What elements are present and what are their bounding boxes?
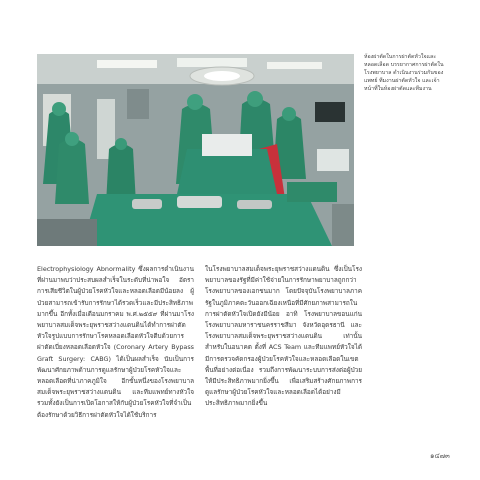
photo-caption: ห้องผ่าตัดในการผ่าตัดหัวใจและหลอดเลือด บรรยากาศการผ่าตัดในโรงพยาบาล ดำเนินงานร่วมกันของแพทย์ ทีมงานผ่าตัดหัวใจ และเจ้าหน้าที่ในห้องผ่าตัดและทีมงาน [364,54,444,92]
article-right-column: ในโรงพยาบาลสมเด็จพระยุพราชสว่างแดนดิน ซึ่งเป็นโรงพยาบาลของรัฐที่มีค่าใช้จ่ายในการรักษาพยาบาลถูกกว่าโรงพยาบาลของเอกชนมาก โดยปัจจุบันโรงพยาบาลภาครัฐในภูมิภาคตะวันออกเฉียงเหนือที่มีศักยภาพสามารถในการผ่าตัดหัวใจเปิดยังมีน้อย อาทิ โรงพยาบาลขอนแก่น โรงพยาบาลมหาราชนครราชสีมา จังหวัดอุดรธานี และโรงพยาบาลสมเด็จพระยุพราชสว่างแดนดิน เท่านั้น สำหรับในอนาคต ตั้งที่ ACS Team และทีมแพทย์หัวใจได้มีการตรวจคัดกรองผู้ป่วยโรคหัวใจและหลอดเลือดในเขตพื้นที่อย่างต่อเนื่อง รวมถึงการพัฒนาระบบการส่งต่อผู้ป่วยให้มีประสิทธิภาพมากยิ่งขึ้น เพื่อเสริมสร้างศักยภาพการดูแลรักษาผู้ป่วยโรคหัวใจและหลอดเลือดได้อย่างมีประสิทธิภาพมากยิ่งขึ้น [205,265,362,408]
page-number: ๑๔๗๓ [430,452,450,460]
article-left-column: Electrophysiology Abnormality ซึ่งผลการดำเนินงานที่ผ่านมาพบว่าประสบผลสำเร็จในระดับที่น่าพอใจ อัตราการเสียชีวิตในผู้ป่วยโรคหัวใจและหลอดเลือดมีน้อยลง ผู้ป่วยสามารถเข้ารับการรักษาได้รวดเร็วและมีประสิทธิภาพมากขึ้น อีกทั้งเมื่อเดือนมกราคม พ.ศ.๒๕๕๙ ที่ผ่านมาโรงพยาบาลสมเด็จพระยุพราชสว่างแดนดินได้ทำการผ่าตัดหัวใจรูปแบบการรักษาโรคหลอดเลือดหัวใจตีบด้วยการผ่าตัดเบี่ยงหลอดเลือดหัวใจ (Coronary Artery Bypass Graft Surgery: CABG) ได้เป็นผลสำเร็จ นับเป็นการพัฒนาศักยภาพด้านการดูแลรักษาผู้ป่วยโรคหัวใจและหลอดเลือดที่น่าภาคภูมิใจ อีกขั้นหนึ่งของโรงพยาบาลสมเด็จพระยุพราชสว่างแดนดิน และทีมแพทย์ทางหัวใจ รวมทั้งยังเป็นการเปิดโอกาสให้กับผู้ป่วยโรคหัวใจที่จำเป็นต้องรักษาด้วยวิธีการผ่าตัดหัวใจได้ใช้บริการ [37,265,194,419]
operating-room-photo [37,54,354,246]
